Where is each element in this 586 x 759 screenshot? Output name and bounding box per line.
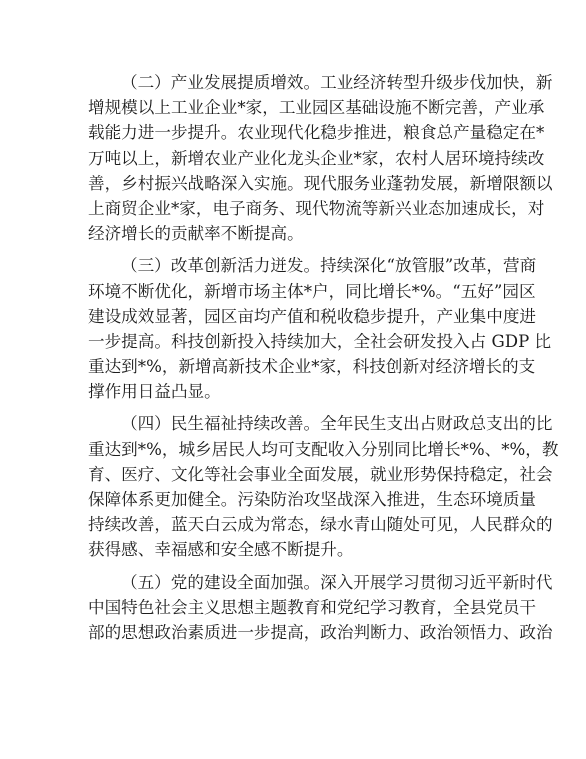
text-line: 重达到*%，城乡居民人均可支配收入分别同比增长*%、*%，教 — [88, 439, 559, 459]
text-line: （二）产业发展提质增效。工业经济转型升级步伐加快，新 — [121, 73, 553, 92]
text-line: （四）民生福祉持续改善。全年民生支出占财政总支出的比 — [121, 414, 553, 434]
text-line: 上商贸企业*家，电子商务、现代物流等新兴业态加速成长，对 — [88, 198, 545, 218]
text-line: 环境不断优化，新增市场主体*户，同比增长*%。“五好”园区 — [88, 281, 536, 301]
text-line: 撑作用日益凸显。 — [88, 382, 221, 402]
text-line: 建设成效显著，园区亩均产值和税收稳步提升，产业集中度进 — [88, 306, 537, 326]
text-line: （五）党的建设全面加强。深入开展学习贯彻习近平新时代 — [121, 572, 553, 592]
document-body — [88, 70, 559, 652]
paragraph-livelihood — [88, 411, 559, 562]
text-line: 载能力进一步提升。农业现代化稳步推进，粮食总产量稳定在* — [88, 123, 545, 143]
text-line: 一步提高。科技创新投入持续加大，全社会研发投入占 GDP 比 — [88, 331, 552, 351]
text-line: 中国特色社会主义思想主题教育和党纪学习教育，全县党员干 — [88, 597, 537, 617]
text-line: 部的思想政治素质进一步提高，政治判断力、政治领悟力、政治 — [88, 622, 553, 642]
text-line: 万吨以上，新增农业产业化龙头企业*家，农村人居环境持续改 — [88, 148, 545, 168]
paragraph-industry — [88, 70, 553, 246]
text-line: 善，乡村振兴战略深入实施。现代服务业蓬勃发展，新增限额以 — [88, 173, 553, 193]
text-line: 获得感、幸福感和安全感不断提升。 — [88, 540, 354, 560]
paragraph-party-building — [88, 570, 553, 646]
text-line: 增规模以上工业企业*家，工业园区基础设施不断完善，产业承 — [88, 98, 545, 118]
text-line: 重达到*%，新增高新技术企业*家，科技创新对经济增长的支 — [88, 357, 536, 377]
text-line: 育、医疗、文化等社会事业全面发展，就业形势保持稳定，社会 — [88, 464, 553, 484]
paragraph-reform — [88, 253, 552, 404]
text-line: 持续改善，蓝天白云成为常态，绿水青山随处可见，人民群众的 — [88, 515, 553, 535]
text-line: 经济增长的贡献率不断提高。 — [88, 224, 304, 244]
text-line: （三）改革创新活力迸发。持续深化“放管服”改革，营商 — [121, 256, 537, 276]
text-line: 保障体系更加健全。污染防治攻坚战深入推进，生态环境质量 — [88, 490, 537, 509]
